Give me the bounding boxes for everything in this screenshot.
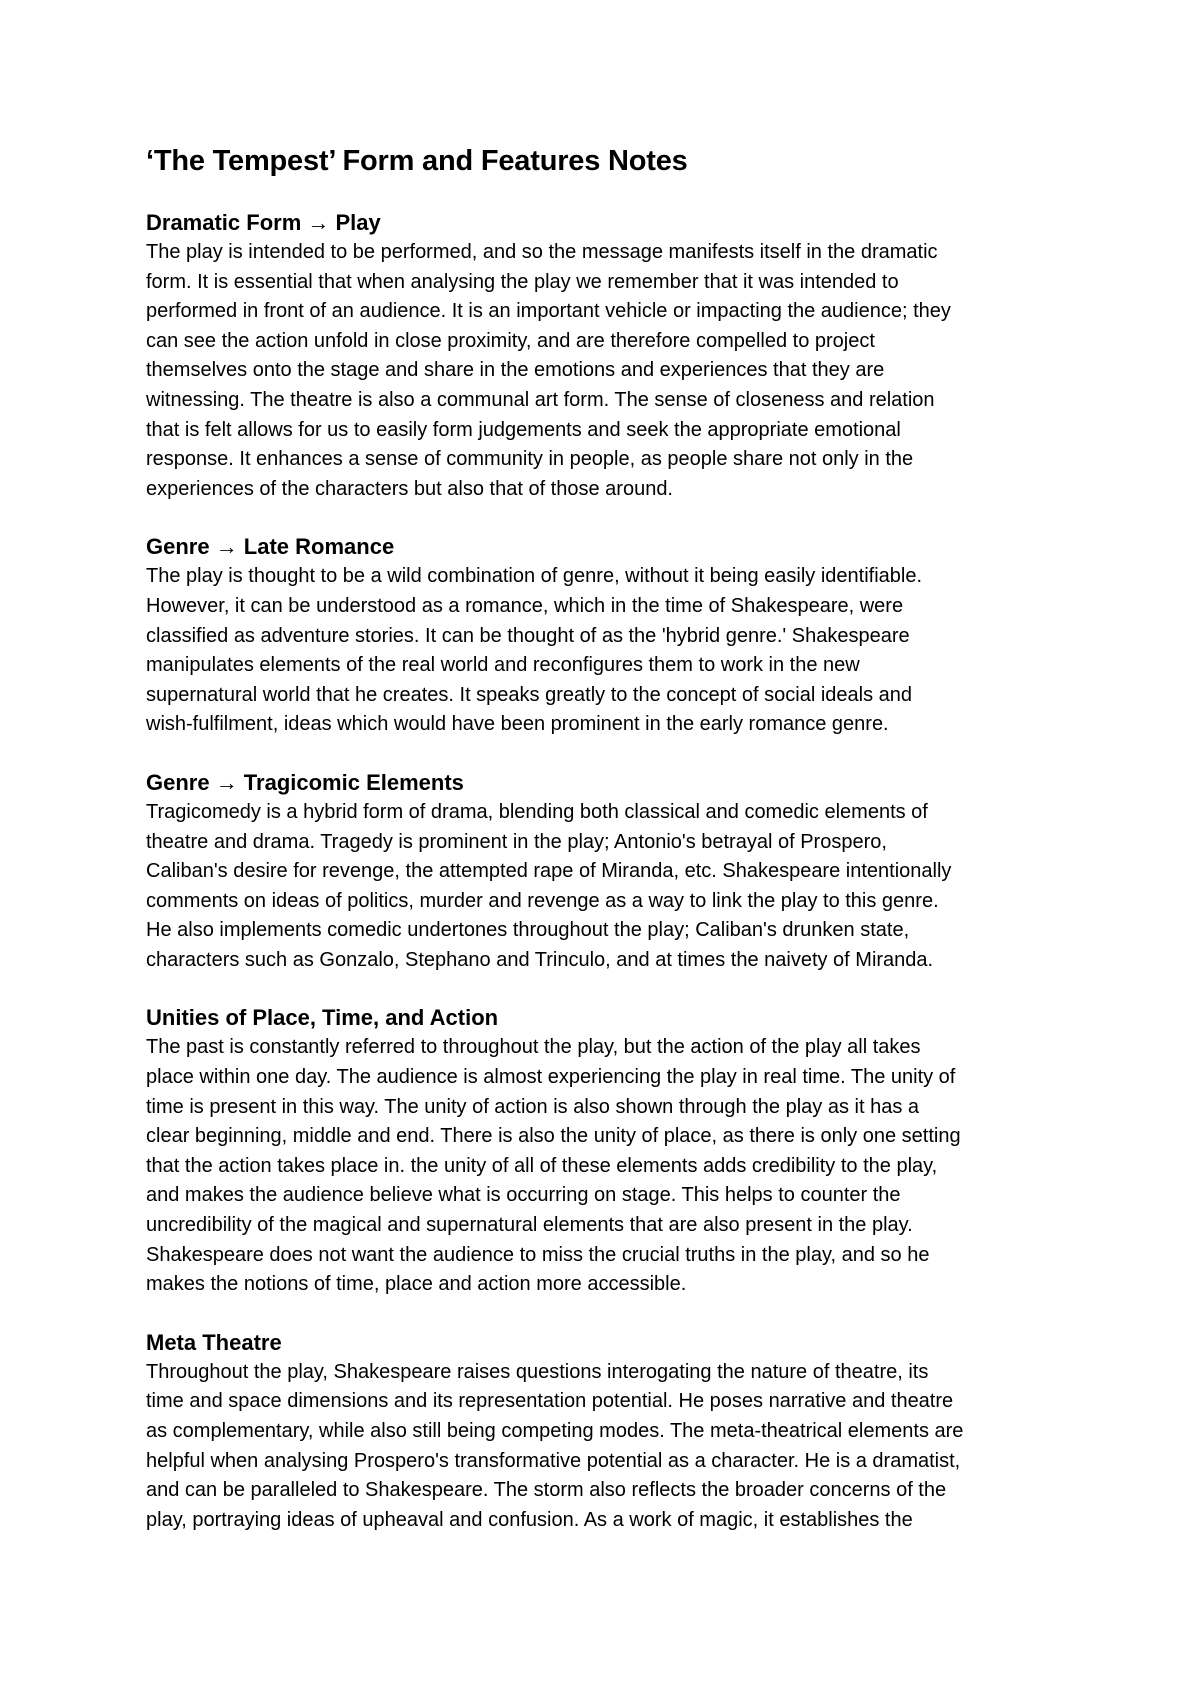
paragraph-line: supernatural world that he creates. It speaks greatly to the concept of social ideals and <box>146 683 912 706</box>
paragraph-line: form. It is essential that when analysing the play we remember that it was intended to <box>146 270 899 293</box>
paragraph-line: and can be paralleled to Shakespeare. The storm also reflects the broader concerns of the <box>146 1479 947 1502</box>
paragraph-line: Shakespeare does not want the audience to miss the crucial truths in the play, and so he <box>146 1243 930 1266</box>
paragraph-line: can see the action unfold in close proximity, and are therefore compelled to project <box>146 329 875 352</box>
paragraph-line: as complementary, while also still being competing modes. The meta-theatrical elements are <box>146 1420 964 1442</box>
paragraph-line: play, portraying ideas of upheaval and confusion. As a work of magic, it establishes the <box>146 1508 913 1531</box>
paragraph-line: and makes the audience believe what is occurring on stage. This helps to counter the <box>146 1184 901 1207</box>
document-title: ‘The Tempest’ Form and Features Notes <box>146 145 688 177</box>
section-unities <box>146 1003 1076 1299</box>
paragraph-line: makes the notions of time, place and action more accessible. <box>146 1273 687 1296</box>
paragraph-line: He also implements comedic undertones throughout the play; Caliban's drunken state, <box>146 919 910 942</box>
paragraph-line: wish-fulfilment, ideas which would have been prominent in the early romance genre. <box>146 713 889 736</box>
paragraph-line: However, it can be understood as a romance, which in the time of Shakespeare, were <box>146 594 904 617</box>
paragraph-line: that the action takes place in. the unity of all of these elements adds credibility to the play, <box>146 1154 938 1177</box>
paragraph-line: clear beginning, middle and end. There is also the unity of place, as there is only one setting <box>146 1125 961 1148</box>
section-heading: Unities of Place, Time, and Action <box>146 1005 499 1031</box>
paragraph-line: The play is intended to be performed, and so the message manifests itself in the dramatic <box>146 241 938 263</box>
paragraph-line: Throughout the play, Shakespeare raises questions interogating the nature of theatre, its <box>146 1360 929 1383</box>
paragraph-line: Tragicomedy is a hybrid form of drama, blending both classical and comedic elements of <box>146 800 928 823</box>
section-heading: Meta Theatre <box>146 1329 282 1355</box>
paragraph-line: classified as adventure stories. It can be thought of as the 'hybrid genre.' Shakespeare <box>146 624 910 647</box>
paragraph-line: manipulates elements of the real world and reconfigures them to work in the new <box>146 654 860 677</box>
document-page <box>146 142 1076 1563</box>
paragraph-line: characters such as Gonzalo, Stephano and Trinculo, and at times the naivety of Miranda. <box>146 948 934 971</box>
paragraph-line: theatre and drama. Tragedy is prominent in the play; Antonio's betrayal of Prospero, <box>146 830 887 853</box>
paragraph-line: performed in front of an audience. It is an important vehicle or impacting the audience; they <box>146 300 951 323</box>
paragraph-line: The past is constantly referred to throughout the play, but the action of the play all takes <box>146 1036 921 1059</box>
section-meta-theatre <box>146 1328 1076 1536</box>
paragraph-line: helpful when analysing Prospero's transformative potential as a character. He is a dramatist, <box>146 1449 961 1472</box>
paragraph-line: time and space dimensions and its representation potential. He poses narrative and theatre <box>146 1390 954 1413</box>
section-heading: Dramatic Form → Play <box>146 210 381 235</box>
section-late-romance <box>146 532 1076 740</box>
paragraph-line: response. It enhances a sense of community in people, as people share not only in the <box>146 448 914 471</box>
paragraph-line: themselves onto the stage and share in the emotions and experiences that they are <box>146 359 885 382</box>
paragraph-line: time is present in this way. The unity of action is also shown through the play as it has a <box>146 1095 919 1118</box>
paragraph-line: witnessing. The theatre is also a communal art form. The sense of closeness and relation <box>146 388 935 411</box>
paragraph-line: comments on ideas of politics, murder and revenge as a way to link the play to this genre. <box>146 889 939 912</box>
section-tragicomic <box>146 768 1076 976</box>
paragraph-line: place within one day. The audience is almost experiencing the play in real time. The unity of <box>146 1066 956 1089</box>
section-heading: Genre → Late Romance <box>146 534 395 560</box>
paragraph-line: uncredibility of the magical and supernatural elements that are also present in the play. <box>146 1214 913 1237</box>
paragraph-line: that is felt allows for us to easily form judgements and seek the appropriate emotional <box>146 418 901 441</box>
paragraph-line: The play is thought to be a wild combination of genre, without it being easily identifiable. <box>146 565 923 588</box>
paragraph-line: experiences of the characters but also that of those around. <box>146 477 673 500</box>
section-dramatic-form <box>146 208 1076 504</box>
section-heading: Genre → Tragicomic Elements <box>146 769 464 795</box>
paragraph-line: Caliban's desire for revenge, the attempted rape of Miranda, etc. Shakespeare intentionally <box>146 860 952 883</box>
